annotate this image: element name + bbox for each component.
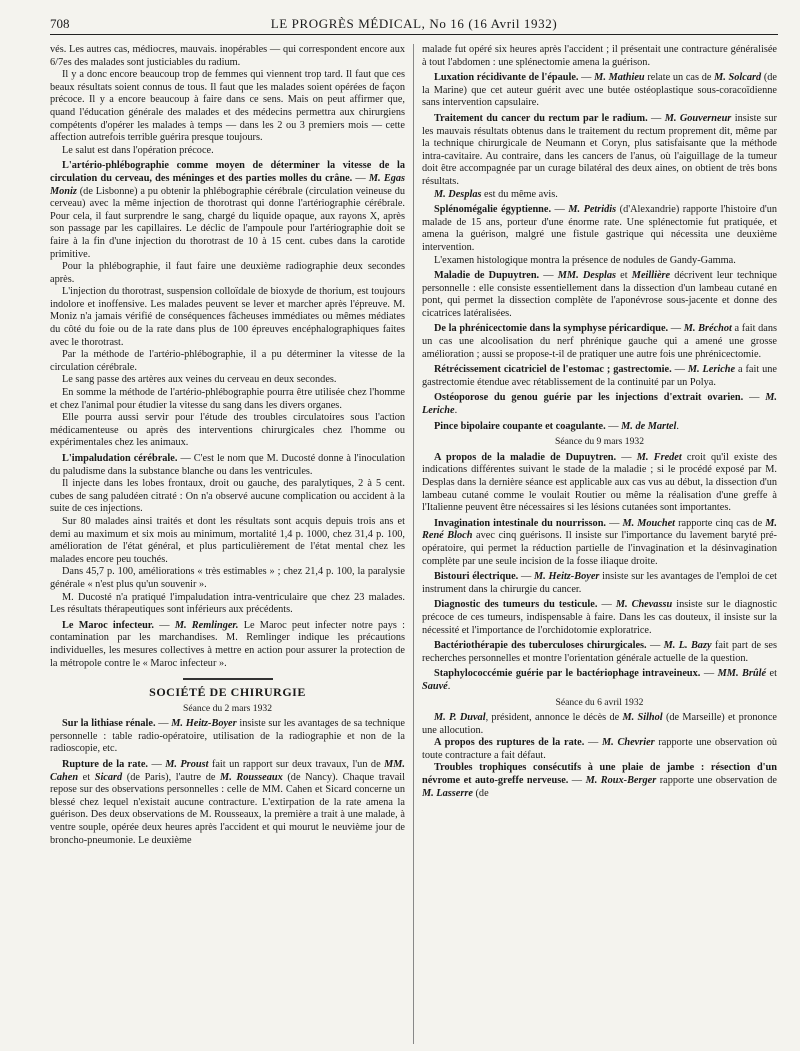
article-pince-bipolaire: Pince bipolaire coupante et coagulante. — M. de Martel. xyxy=(434,420,679,432)
author: M. Mathieu xyxy=(594,72,645,84)
article-title: Rupture de la rate. xyxy=(62,759,148,771)
session-date: Séance du 9 mars 1932 xyxy=(555,436,644,448)
article-retrecissement: Rétrécissement cicatriciel de l'estomac ; gastrectomie. — M. Leriche a fait une gastrectomie étendue avec rétablissement de la continuité par un Polya. xyxy=(422,364,777,388)
session-date: Séance du 2 mars 1932 xyxy=(183,702,272,714)
paragraph: Pour la phlébographie, il faut faire une deuxième radiographie deux secondes après. xyxy=(50,261,405,285)
author: Sicard xyxy=(94,771,123,783)
column-separator xyxy=(413,44,414,1044)
article-propos-dupuytren: A propos de la maladie de Dupuytren. — M. Fredet croit qu'il existe des indications différentes suivant le stade de la maladie ; si le procédé exposé par M. Desplas dans la dernière séance est applicable aux cas vus au début, la dissection d'un lambeau cutané comme le voulait Routier ou même la réalisation d'une greffe à l'Italienne peuvent être nécessaires si les lésions cutanées sont importantes. xyxy=(422,451,777,514)
article-testicule: Diagnostic des tumeurs du testicule. — M. Chevassu insiste sur le diagnostic précoce de ces tumeurs, indispensable à faire. Dans les cas douteux, il insiste sur la nécessité et l'importance de l'orchidotomie exploratrice. xyxy=(422,599,777,636)
author: M. Heitz-Boyer xyxy=(534,571,600,583)
author: M. Egas Moniz xyxy=(50,172,405,197)
paragraph: L'examen histologique montra la présence de nodules de Gandy-Gamma. xyxy=(434,254,736,266)
article-osteoporose: Ostéoporose du genou guérie par les injections d'extrait ovarien. — M. Leriche. xyxy=(422,392,777,417)
paragraph: Il injecte dans les lobes frontaux, droit ou gauche, des paralytiques, 2 à 5 cent. cubes de sang paludéen citraté : On n'a observé aucune complication ou accident à la suite de ces injections. xyxy=(50,478,405,515)
article-title: Bactériothérapie des tuberculoses chirurgicales. xyxy=(434,640,647,652)
author: M. Leriche xyxy=(687,364,736,376)
author: MM. Desplas xyxy=(557,270,617,282)
author: M. Desplas xyxy=(434,188,482,200)
article-title: Ostéoporose du genou guérie par les injections d'extrait ovarien. xyxy=(434,392,744,404)
author: M. P. Duval xyxy=(434,712,486,724)
running-header xyxy=(50,14,778,35)
article-title: Invagination intestinale du nourrisson. xyxy=(434,517,606,529)
article-lithiase: Sur la lithiase rénale. — M. Heitz-Boyer insiste sur les avantages de sa technique personnelle : table radio-opératoire, utilisation de la radiographie et non de la radioscopie, etc. xyxy=(50,718,405,755)
author: M. L. Bazy xyxy=(663,640,712,652)
paragraph: M. Ducosté n'a pratiqué l'impaludation intra-ventriculaire que chez 23 malades. Les résultats thérapeutiques sont inférieurs aux précédents. xyxy=(50,591,405,616)
author: M. Bréchot xyxy=(683,323,732,335)
article-title: Bistouri électrique. xyxy=(434,571,519,583)
author: M. Gouverneur xyxy=(664,112,732,124)
author: M. de Martel xyxy=(621,420,677,432)
author: M. Silhol xyxy=(622,712,663,724)
paragraph: M. Desplas est du même avis. xyxy=(434,188,558,200)
author: M. Chevrier xyxy=(602,737,655,749)
society-heading: SOCIÉTÉ DE CHIRURGIE xyxy=(149,685,306,700)
author: M. Heitz-Boyer xyxy=(171,718,237,730)
right-column xyxy=(422,44,777,1044)
article-luxation: Luxation récidivante de l'épaule. — M. Mathieu relate un cas de M. Solcard (de la Marine) que cet auteur guérit avec une butée ostéoplastique sous-coracoïdienne sans intervention capsulaire. xyxy=(422,72,777,109)
article-title: Rétrécissement cicatriciel de l'estomac ; gastrectomie. xyxy=(434,364,672,376)
paragraph: malade fut opéré six heures après l'accident ; il présentait une contracture généralisée à tout l'abdomen : une splénectomie amena la guérison. xyxy=(422,44,777,68)
article-title: A propos des ruptures de la rate. xyxy=(434,737,585,749)
paragraph: Il y a donc encore beaucoup trop de femmes qui viennent trop tard. Il faut que ces beaux résultats soient connus de tous. Il faut que les malades soient opérées de façon précoce. Il y a encore beaucoup à faire dans ce sens. Mais on peut affirmer que, quand l'éducation générale des malades et des médecins permettra aux chirurgiens compétents d'opérer les malades à temps — dans les 2 ou 3 premiers mois — cette affection autrefois terrible guérira presque toujours. xyxy=(50,69,405,144)
paragraph: Elle pourra aussi servir pour l'étude des troubles circulatoires sous l'action médicamenteuse ou après des interventions chirurgicales chez l'homme ou expérimentales chez les animaux. xyxy=(50,412,405,449)
author: M. Mouchet xyxy=(622,517,675,529)
article-title: De la phrénicectomie dans la symphyse péricardique. xyxy=(434,323,669,335)
article-title: Maladie de Dupuytren. xyxy=(434,270,540,282)
paragraph: En somme la méthode de l'artério-phlébographie pourra être utilisée chez l'homme et chez l'animal pour étudier la vitesse du sang dans les divers organes. xyxy=(50,387,405,411)
article-rupture-rate: Rupture de la rate. — M. Proust fait un rapport sur deux travaux, l'un de MM. Cahen et Sicard (de Paris), l'autre de M. Rousseaux (de Nancy). Chaque travail repose sur des observations personnelles : celle de MM. Cahen et Sicard concerne un blessé chez lequel n'existait aucune contracture. L'extirpation de la rate amena la guérison. Des deux observations de M. Rousseaux, la première a trait à une malade, à ventre souple, opérée deux heures après l'accident et qui mourut le neuvième jour de broncho-pneumonie. Le deuxième xyxy=(50,759,405,846)
author: MM. Brûlé xyxy=(717,668,767,680)
article-invagination: Invagination intestinale du nourrisson. — M. Mouchet rapporte cinq cas de M. René Bloch avec cinq guérisons. Il insiste sur l'importance du lavement baryté pré-opératoire, qui permet la réduction partielle de l'invagination et la désinvagination complète par une seule incision de la fosse iliaque droite. xyxy=(422,517,777,567)
article-title: Le Maroc infecteur. xyxy=(62,619,154,631)
journal-page xyxy=(50,14,778,1044)
page-number: 708 xyxy=(50,16,70,31)
author: M. Fredet xyxy=(636,451,682,463)
author: M. Roux-Berger xyxy=(585,775,657,787)
author: Meillière xyxy=(631,270,671,282)
article-title: Sur la lithiase rénale. xyxy=(62,718,156,730)
article-title: Staphylococcémie guérie par le bactériophage intraveineux. xyxy=(434,668,701,680)
article-impaludation: L'impaludation cérébrale. — C'est le nom que M. Ducosté donne à l'inoculation du paludisme dans la substance blanche ou dans les ventricules. xyxy=(50,453,405,477)
article-bistouri: Bistouri électrique. — M. Heitz-Boyer insiste sur les avantages de l'emploi de cet instrument dans la chirurgie du cancer. xyxy=(422,571,777,595)
paragraph: Dans 45,7 p. 100, améliorations « très estimables » ; chez 21,4 p. 100, la paralysie générale « n'est plus qu'un souvenir ». xyxy=(50,566,405,590)
author: M. René Bloch xyxy=(422,517,777,542)
article-title: Diagnostic des tumeurs du testicule. xyxy=(434,599,598,611)
article-title: L'artério-phlébographie comme moyen de déterminer la vitesse de la circulation du cerveau, des méninges et des parties molles du crâne. xyxy=(50,160,405,184)
article-title: L'impaludation cérébrale. xyxy=(62,453,178,464)
article-cancer-rectum: Traitement du cancer du rectum par le radium. — M. Gouverneur insiste sur les mauvais résultats obtenus dans le traitement du rectum proprement dit, même par la technique chirurgicale de Neumann et Coryn, plus satisfaisante que la méthode intra-cavitaire. Au contraire, dans les cancers de l'anus, où l'aiguillage de la tumeur doit être accompagnée par un curage bilatéral des deux aines, on obtient de très bons résultats. xyxy=(422,112,777,187)
session-date: Séance du 6 avril 1932 xyxy=(555,696,644,708)
article-title: Traitement du cancer du rectum par le radium. xyxy=(434,112,648,124)
paragraph: vés. Les autres cas, médiocres, mauvais. inopérables — qui correspondent encore aux 6/7es des malades sont justiciables du radium. xyxy=(50,44,405,68)
article-ruptures-rate: A propos des ruptures de la rate. — M. Chevrier rapporte une observation où toute contracture a fait défaut. xyxy=(422,737,777,761)
author: M. Remlinger. xyxy=(174,619,239,631)
author: M. Rousseaux xyxy=(220,771,283,783)
article-title: Luxation récidivante de l'épaule. xyxy=(434,72,579,84)
paragraph: Par la méthode de l'artério-phlébographie, il a pu déterminer la vitesse de la circulation cérébrale. xyxy=(50,349,405,373)
article-title: Splénomégalie égyptienne. xyxy=(434,204,552,216)
article-troubles-trophiques: Troubles trophiques consécutifs à une plaie de jambe : résection d'un névrome et auto-greffe nerveuse. — M. Roux-Berger rapporte une observation de M. Lasserre (de xyxy=(422,762,777,799)
article-bacteriotherapie: Bactériothérapie des tuberculoses chirurgicales. — M. L. Bazy fait part de ses recherches personnelles et montre l'orientation générale actuelle de la question. xyxy=(422,640,777,664)
article-phrenicectomie: De la phrénicectomie dans la symphyse péricardique. — M. Bréchot a fait dans un cas une alcoolisation du nerf phrénique gauche qui a amené une grosse amélioration ; aussi se propose-t-il de pratiquer une autre fois une phrénicectomie. xyxy=(422,323,777,360)
article-title: Pince bipolaire coupante et coagulante. xyxy=(434,420,606,432)
author: M. Petridis xyxy=(568,204,617,216)
author: M. Leriche xyxy=(422,392,777,417)
journal-title: LE PROGRÈS MÉDICAL, No 16 (16 Avril 1932) xyxy=(270,16,558,31)
section-divider xyxy=(183,678,273,680)
paragraph: Sur 80 malades ainsi traités et dont les résultats sont acquis depuis trois ans et demi au maximum et six mois au minimum, mortalité 1,4 p. 1000, chez 31,4 p. 100, amélioration de l'état général, et plus particulièrement de l'état mental chez les malades encore peu touchés. xyxy=(50,515,405,565)
article-arterio-phlebographie: L'artério-phlébographie comme moyen de déterminer la vitesse de la circulation du cerveau, des méninges et des parties molles du crâne. — M. Egas Moniz (de Lisbonne) a pu obtenir la phlébographie cérébrale (circulation veineuse du cerveau) avec la même injection de thorotrast qui donne l'artériographie cérébrale. Pour cela, il faut surprendre le sang, chargé du liquide opaque, aux rayons X, après son passage par les capillaires. Le déclic de l'ampoule pour l'artériographie doit se faire à la fin d'une injection du thorotrast de 10 à 15 cent. cubes dans la carotide primitive. xyxy=(50,160,405,260)
author: M. Solcard xyxy=(714,72,762,84)
article-title: A propos de la maladie de Dupuytren. xyxy=(434,451,617,463)
article-title: Troubles trophiques consécutifs à une plaie de jambe : résection d'un névrome et auto-greffe nerveuse. xyxy=(422,762,777,787)
paragraph: L'injection du thorotrast, suspension colloïdale de bioxyde de thorium, est toujours indolore et inoffensive. Les malades peuvent se lever et marcher après l'épreuve. M. Moniz n'a jamais vérifié de conséquences fâcheuses immédiates ou mêmes médiates du côté du foie ou de la rate dans plus de 100 épreuves encéphalographiques faites avec le thorotrast. xyxy=(50,286,405,348)
paragraph: Le sang passe des artères aux veines du cerveau en deux secondes. xyxy=(62,374,337,386)
article-staphylococcemie: Staphylococcémie guérie par le bactériophage intraveineux. — MM. Brûlé et Sauvé. xyxy=(422,668,777,692)
article-maroc: Le Maroc infecteur. — M. Remlinger. Le Maroc peut infecter notre pays : contamination par les marchandises. M. Remlinger indique les précautions individuelles, les mesures collectives à mettre en action pour assurer la protection de la métropole contre le « Maroc infecteur ». xyxy=(50,619,405,669)
author: M. Lasserre xyxy=(422,787,473,799)
article-duval: M. P. Duval, président, annonce le décès de M. Silhol (de Marseille) et prononce une allocution. xyxy=(422,712,777,736)
author: Sauvé xyxy=(422,680,448,692)
author: M. Chevassu xyxy=(615,599,673,611)
paragraph: Le salut est dans l'opération précoce. xyxy=(62,144,214,156)
article-dupuytren: Maladie de Dupuytren. — MM. Desplas et Meillière décrivent leur technique personnelle : elle consiste essentiellement dans la dissection d'un lambeau cutané en pont, qui permet la dissection complète de l'aponévrose sous-jacente et donne des cicatrices latéralisées. xyxy=(422,270,777,319)
two-column-body xyxy=(50,44,778,1044)
article-splenomegalie: Splénomégalie égyptienne. — M. Petridis (d'Alexandrie) rapporte l'histoire d'un malade de 15 ans, porteur d'une énorme rate. Une splénectomie fut pratiquée, et amena la guérison, malgré une fistule gastrique qui nécessita une deuxième intervention. xyxy=(422,204,777,253)
author: M. Proust xyxy=(165,759,209,771)
author: MM. Cahen xyxy=(50,759,405,783)
left-column xyxy=(50,44,405,1044)
